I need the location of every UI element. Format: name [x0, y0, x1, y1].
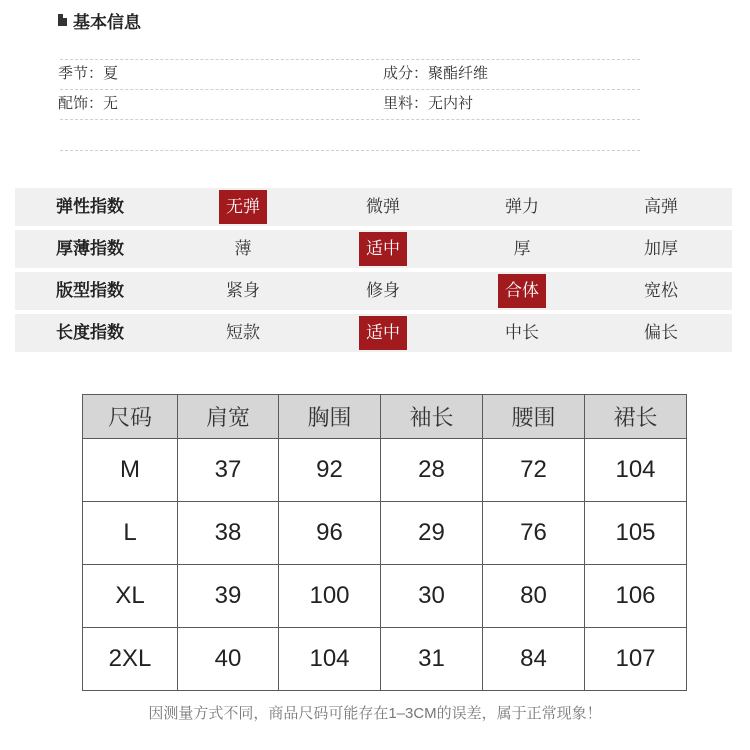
index-option: 微弹 — [366, 197, 400, 216]
divider — [60, 59, 640, 60]
index-row-label: 弹性指数 — [56, 197, 124, 216]
header-cell: 腰围 — [483, 395, 585, 439]
index-option: 紧身 — [226, 281, 260, 300]
table-cell: 105 — [585, 502, 687, 565]
index-option: 加厚 — [644, 239, 678, 258]
table-cell: XL — [83, 565, 178, 628]
table-cell: 92 — [279, 439, 381, 502]
table-cell: 80 — [483, 565, 585, 628]
table-row — [83, 439, 687, 502]
index-option-selected: 无弹 — [219, 190, 267, 224]
header-cell: 裙长 — [585, 395, 687, 439]
material-field: 成分：聚酯纤维 — [383, 65, 489, 82]
header-cell: 肩宽 — [178, 395, 279, 439]
index-option: 高弹 — [644, 197, 678, 216]
size-table — [82, 394, 687, 691]
index-row-label: 厚薄指数 — [56, 239, 124, 258]
table-cell: 38 — [178, 502, 279, 565]
index-option: 薄 — [234, 239, 252, 258]
basic-info-title: 基本信息 — [73, 12, 141, 32]
index-option-selected: 合体 — [498, 274, 546, 308]
table-cell: 37 — [178, 439, 279, 502]
divider — [60, 150, 640, 151]
table-cell: 104 — [585, 439, 687, 502]
header-cell: 袖长 — [381, 395, 483, 439]
index-option-selected: 适中 — [359, 316, 407, 350]
index-option: 宽松 — [644, 281, 678, 300]
index-option: 中长 — [505, 323, 539, 342]
table-cell: 30 — [381, 565, 483, 628]
accessory-field: 配饰：无 — [58, 95, 119, 112]
divider — [60, 119, 640, 120]
table-cell: 106 — [585, 565, 687, 628]
index-row — [15, 188, 732, 226]
table-cell: 96 — [279, 502, 381, 565]
index-option-selected: 适中 — [359, 232, 407, 266]
index-option: 厚 — [513, 239, 531, 258]
index-option: 弹力 — [505, 197, 539, 216]
index-option: 修身 — [366, 281, 400, 300]
table-cell: 72 — [483, 439, 585, 502]
index-row-label: 长度指数 — [56, 323, 124, 342]
index-row — [15, 314, 732, 352]
table-cell: 39 — [178, 565, 279, 628]
table-cell: L — [83, 502, 178, 565]
table-cell: M — [83, 439, 178, 502]
table-cell: 31 — [381, 628, 483, 691]
index-row — [15, 230, 732, 268]
header-cell: 胸围 — [279, 395, 381, 439]
index-option: 偏长 — [644, 323, 678, 342]
measurement-note: 因测量方式不同，商品尺码可能存在1–3CM的误差，属于正常现象！ — [148, 705, 602, 722]
index-row — [15, 272, 732, 310]
table-cell: 76 — [483, 502, 585, 565]
table-cell: 2XL — [83, 628, 178, 691]
season-field: 季节：夏 — [58, 65, 119, 82]
table-cell: 84 — [483, 628, 585, 691]
table-cell: 104 — [279, 628, 381, 691]
size-table-header-row — [83, 395, 687, 439]
divider — [60, 89, 640, 90]
table-row — [83, 502, 687, 565]
table-cell: 29 — [381, 502, 483, 565]
index-row-label: 版型指数 — [56, 281, 124, 300]
table-cell: 28 — [381, 439, 483, 502]
header-cell: 尺码 — [83, 395, 178, 439]
table-cell: 107 — [585, 628, 687, 691]
table-row — [83, 628, 687, 691]
document-icon — [58, 14, 67, 26]
table-cell: 100 — [279, 565, 381, 628]
index-option: 短款 — [226, 323, 260, 342]
table-row — [83, 565, 687, 628]
lining-field: 里料：无内衬 — [383, 95, 474, 112]
basic-info-header — [58, 9, 141, 31]
table-cell: 40 — [178, 628, 279, 691]
